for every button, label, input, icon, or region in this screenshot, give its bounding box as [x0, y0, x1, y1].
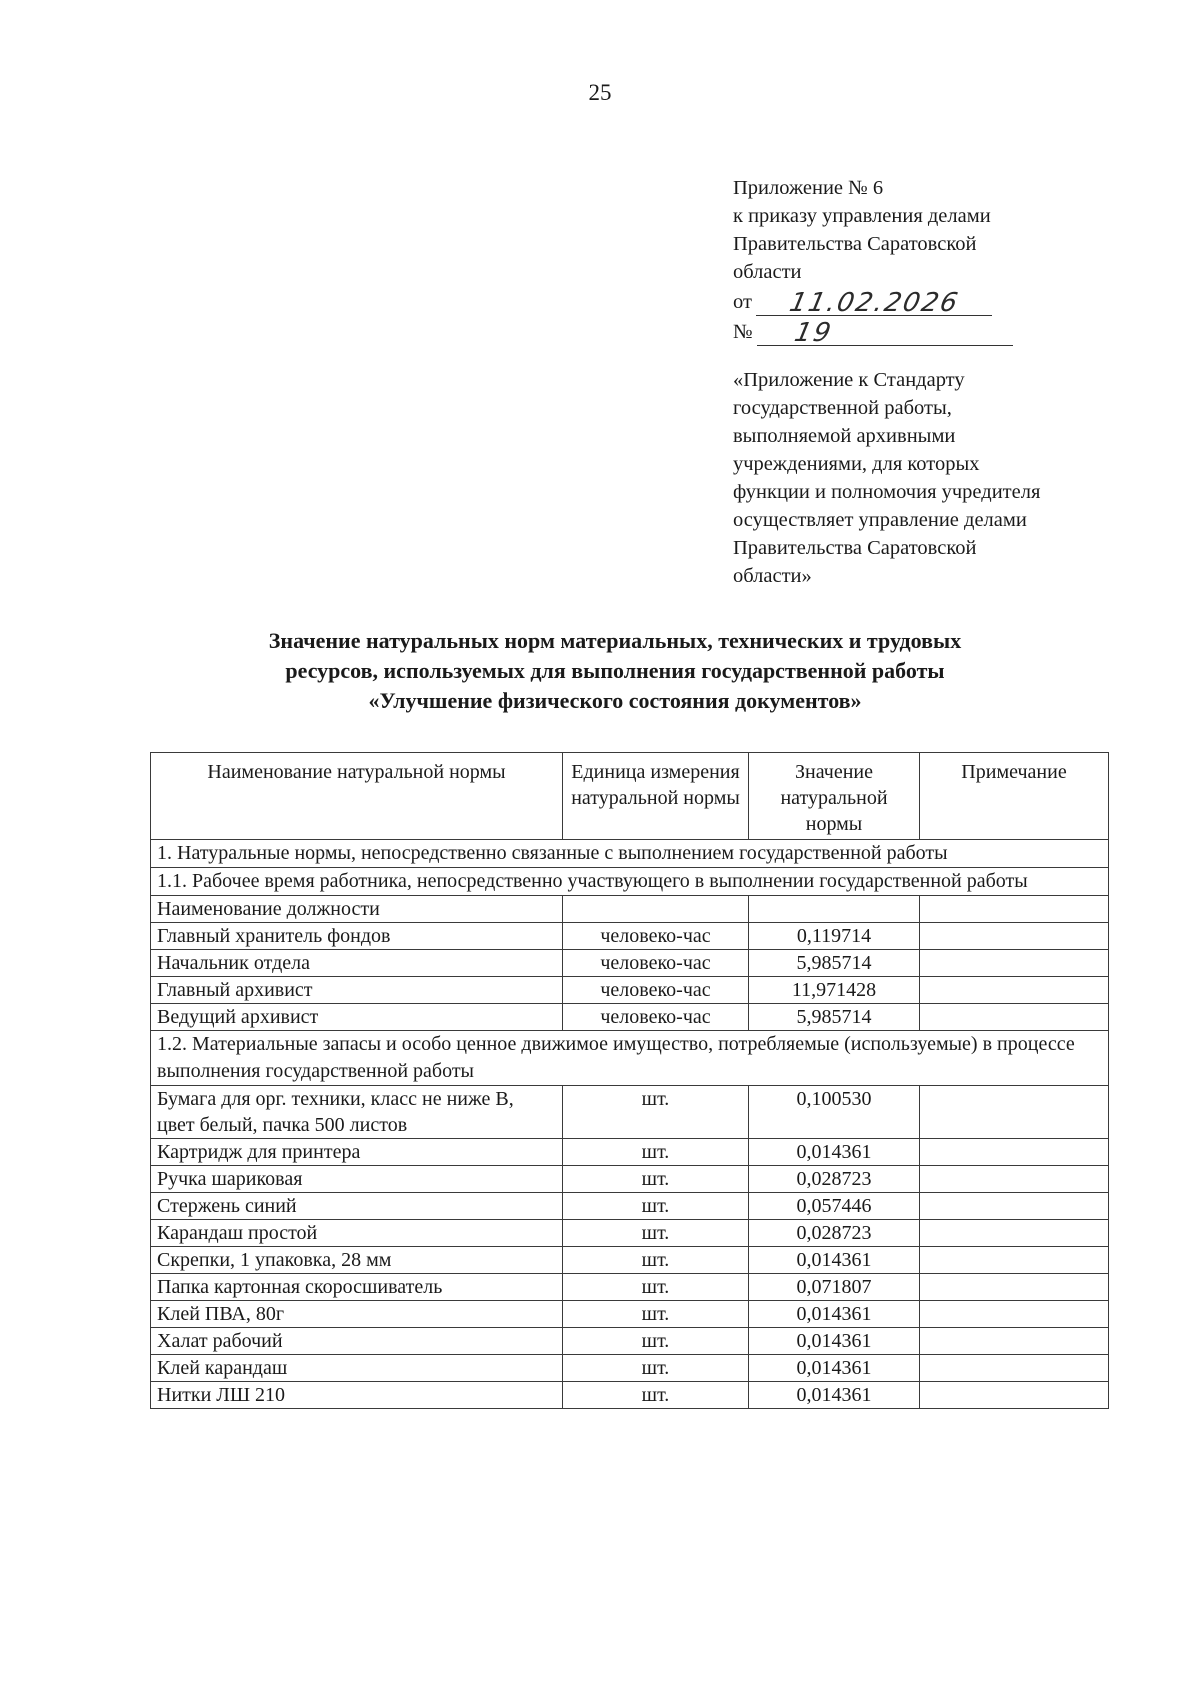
row-note [920, 1328, 1109, 1355]
header-value: Значение натуральной нормы [749, 753, 920, 840]
row-value: 0,014361 [749, 1139, 920, 1166]
row-name: Нитки ЛШ 210 [151, 1382, 563, 1409]
row-unit: шт. [563, 1382, 749, 1409]
row-note [920, 923, 1109, 950]
row-name: Главный хранитель фондов [151, 923, 563, 950]
row-name: Ведущий архивист [151, 1004, 563, 1031]
appendix-block [733, 174, 1113, 346]
row-unit: человеко-час [563, 950, 749, 977]
table-row [151, 1328, 1109, 1355]
row-name: Клей ПВА, 80г [151, 1301, 563, 1328]
order-date-field [756, 289, 992, 316]
row-note [920, 1166, 1109, 1193]
row-value: 0,028723 [749, 1166, 920, 1193]
norms-table [150, 752, 1109, 1409]
table-row [151, 896, 1109, 923]
row-name: Стержень синий [151, 1193, 563, 1220]
row-name: Халат рабочий [151, 1328, 563, 1355]
reference-line: области» [733, 565, 812, 587]
table-header-row [151, 753, 1109, 840]
row-unit: человеко-час [563, 1004, 749, 1031]
document-title [150, 626, 1080, 716]
appendix-line: Правительства Саратовской [733, 233, 977, 255]
table-row [151, 1166, 1109, 1193]
row-unit: шт. [563, 1139, 749, 1166]
reference-line: государственной работы, [733, 397, 952, 419]
table-row [151, 1139, 1109, 1166]
table-row [151, 1274, 1109, 1301]
standard-reference [733, 366, 1123, 590]
row-name: Картридж для принтера [151, 1139, 563, 1166]
position-header: Наименование должности [151, 896, 563, 923]
row-value: 0,071807 [749, 1274, 920, 1301]
table-row [151, 1193, 1109, 1220]
reference-line: Правительства Саратовской [733, 537, 977, 559]
row-unit: шт. [563, 1355, 749, 1382]
order-number-handwritten: 19 [791, 318, 835, 348]
row-name: Карандаш простой [151, 1220, 563, 1247]
row-value: 0,014361 [749, 1301, 920, 1328]
row-value: 0,014361 [749, 1328, 920, 1355]
reference-line: учреждениями, для которых [733, 453, 980, 475]
row-unit: шт. [563, 1220, 749, 1247]
order-date-label: от [733, 291, 752, 313]
order-date-handwritten: 11.02.2026 [786, 288, 963, 318]
title-line: ресурсов, используемых для выполнения государственной работы [285, 658, 945, 683]
row-name: Бумага для орг. техники, класс не ниже В, цвет белый, пачка 500 листов [151, 1086, 563, 1139]
appendix-line: Приложение № 6 [733, 177, 884, 199]
row-note [920, 1274, 1109, 1301]
section-row [151, 840, 1109, 868]
row-unit: человеко-час [563, 923, 749, 950]
row-value: 0,100530 [749, 1086, 920, 1139]
table-row [151, 1355, 1109, 1382]
row-note [920, 950, 1109, 977]
section-1-1-title: 1.1. Рабочее время работника, непосредственно участвующего в выполнении государственной работы [151, 868, 1109, 896]
row-name: Ручка шариковая [151, 1166, 563, 1193]
row-unit: шт. [563, 1274, 749, 1301]
empty-cell [563, 896, 749, 923]
order-number-label: № [733, 321, 753, 343]
row-unit: шт. [563, 1247, 749, 1274]
row-note [920, 1193, 1109, 1220]
section-1-title: 1. Натуральные нормы, непосредственно связанные с выполнением государственной работы [151, 840, 1109, 868]
title-line: Значение натуральных норм материальных, технических и трудовых [268, 628, 962, 653]
header-unit: Единица измерения натуральной нормы [563, 753, 749, 840]
row-value: 0,014361 [749, 1247, 920, 1274]
row-note [920, 1139, 1109, 1166]
order-date-row [733, 286, 1113, 316]
row-value: 0,057446 [749, 1193, 920, 1220]
order-number-field [757, 319, 1013, 346]
row-unit: шт. [563, 1328, 749, 1355]
row-value: 5,985714 [749, 950, 920, 977]
table-row [151, 1301, 1109, 1328]
table-row [151, 1086, 1109, 1139]
table-row [151, 923, 1109, 950]
table-row [151, 1220, 1109, 1247]
row-note [920, 1247, 1109, 1274]
appendix-line: к приказу управления делами [733, 205, 991, 227]
row-unit: шт. [563, 1301, 749, 1328]
row-unit: шт. [563, 1086, 749, 1139]
row-note [920, 1004, 1109, 1031]
row-unit: шт. [563, 1166, 749, 1193]
header-note: Примечание [920, 753, 1109, 840]
table-row [151, 1004, 1109, 1031]
section-1-2-title: 1.2. Материальные запасы и особо ценное движимое имущество, потребляемые (используемые) в процессе выполнения государственной работы [151, 1031, 1109, 1086]
row-name: Папка картонная скоросшиватель [151, 1274, 563, 1301]
row-value: 0,014361 [749, 1382, 920, 1409]
table-row [151, 977, 1109, 1004]
row-note [920, 1382, 1109, 1409]
section-row [151, 1031, 1109, 1086]
row-value: 11,971428 [749, 977, 920, 1004]
reference-line: функции и полномочия учредителя [733, 481, 1041, 503]
appendix-line: области [733, 261, 802, 283]
reference-line: выполняемой архивными [733, 425, 956, 447]
row-note [920, 1355, 1109, 1382]
row-value: 0,119714 [749, 923, 920, 950]
table-row [151, 950, 1109, 977]
row-name: Клей карандаш [151, 1355, 563, 1382]
section-row [151, 868, 1109, 896]
row-unit: человеко-час [563, 977, 749, 1004]
row-unit: шт. [563, 1193, 749, 1220]
row-name: Начальник отдела [151, 950, 563, 977]
table-row [151, 1382, 1109, 1409]
row-note [920, 1086, 1109, 1139]
reference-line: «Приложение к Стандарту [733, 369, 965, 391]
row-value: 5,985714 [749, 1004, 920, 1031]
header-name: Наименование натуральной нормы [151, 753, 563, 840]
row-note [920, 977, 1109, 1004]
table-row [151, 1247, 1109, 1274]
row-note [920, 1301, 1109, 1328]
row-name: Главный архивист [151, 977, 563, 1004]
empty-cell [920, 896, 1109, 923]
page-number: 25 [588, 80, 612, 105]
empty-cell [749, 896, 920, 923]
row-value: 0,014361 [749, 1355, 920, 1382]
row-note [920, 1220, 1109, 1247]
row-value: 0,028723 [749, 1220, 920, 1247]
title-line: «Улучшение физического состояния документов» [368, 688, 862, 713]
reference-line: осуществляет управление делами [733, 509, 1027, 531]
row-name: Скрепки, 1 упаковка, 28 мм [151, 1247, 563, 1274]
order-number-row [733, 316, 1113, 346]
